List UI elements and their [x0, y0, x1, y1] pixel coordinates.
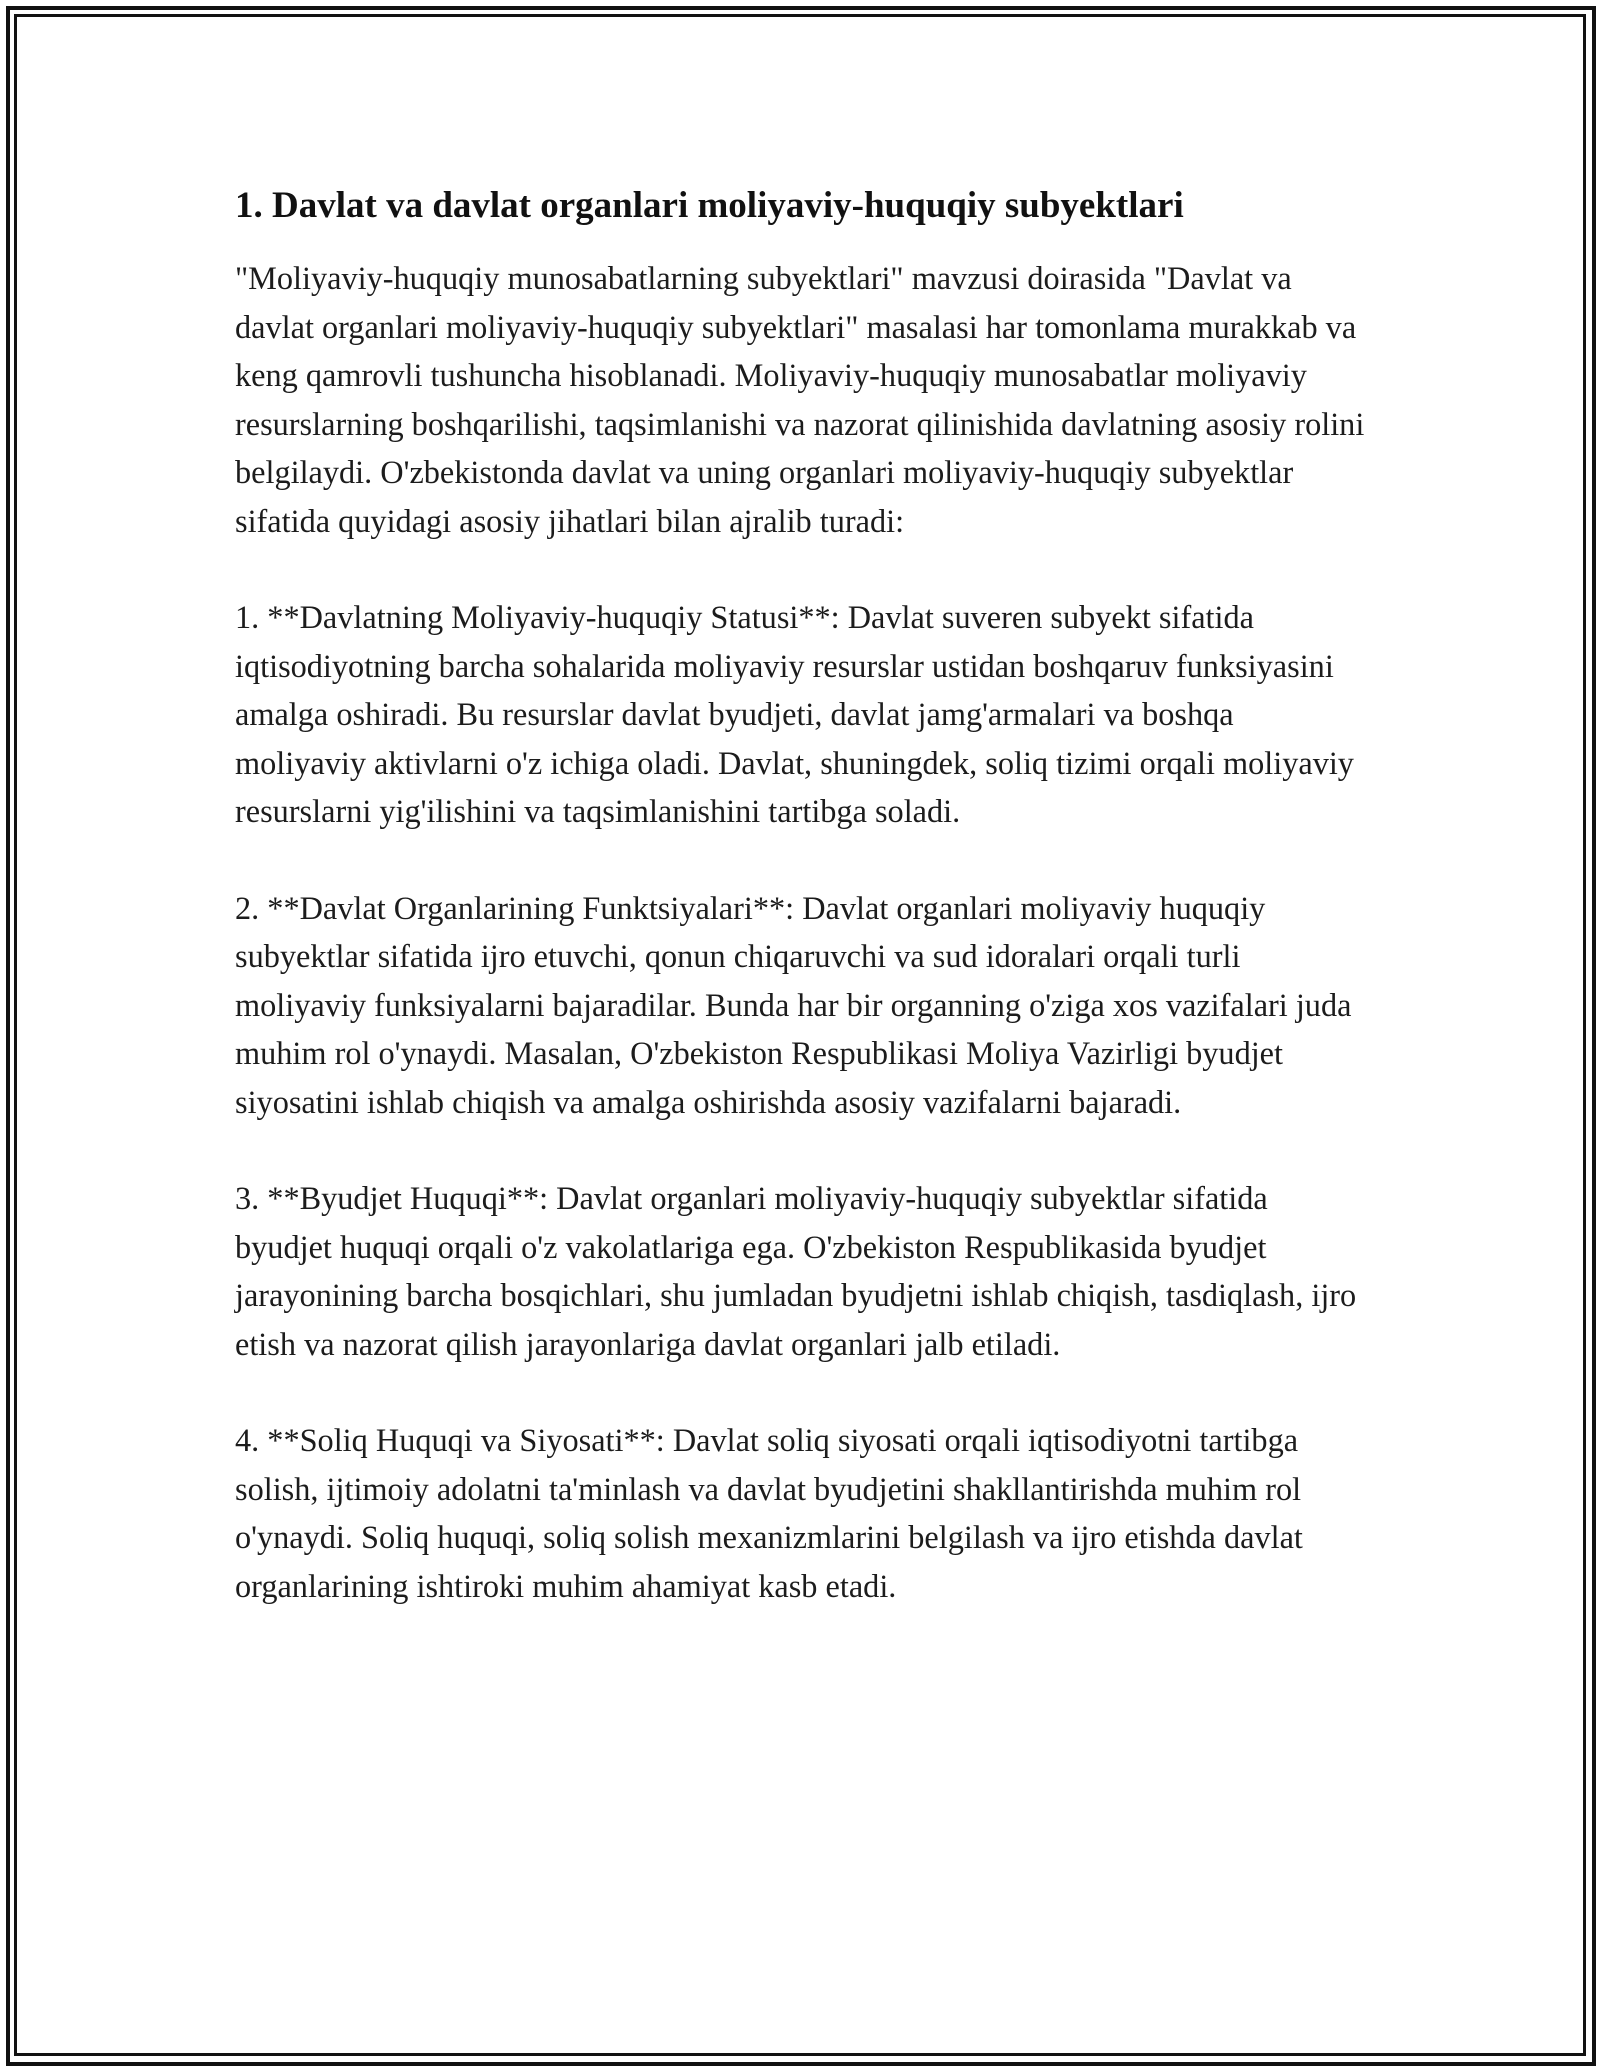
- paragraph-item-1: 1. **Davlatning Moliyaviy-huquqiy Statusi**: Davlat suveren subyekt sifatida iqtisodiyotning barcha sohalarida moliyaviy resurslar ustidan boshqaruv funksiyasini amalga oshiradi. Bu resurslar davlat byudjeti, davlat jamg'armalari va boshqa moliyaviy aktivlarni o'z ichiga oladi. Davlat, shuningdek, soliq tizimi orqali moliyaviy resurslarni yig'ilishini va taqsimlanishini tartibga soladi.: [235, 599, 1354, 829]
- paragraph-item-2: 2. **Davlat Organlarining Funktsiyalari**: Davlat organlari moliyaviy huquqiy subyektlar sifatida ijro etuvchi, qonun chiqaruvchi va sud idoralari orqali turli moliyaviy funksiyalarni bajaradilar. Bunda har bir organning o'ziga xos vazifalari juda muhim rol o'ynaydi. Masalan, O'zbekiston Respublikasi Moliya Vazirligi byudjet siyosatini ishlab chiqish va amalga oshirishda asosiy vazifalarni bajaradi.: [235, 889, 1352, 1120]
- paragraph-item-4: 4. **Soliq Huquqi va Siyosati**: Davlat soliq siyosati orqali iqtisodiyotni tartibga solish, ijtimoiy adolatni ta'minlash va davlat byudjetini shakllantirishda muhim rol o'ynaydi. Soliq huquqi, soliq solish mexanizmlarini belgilash va ijro etishda davlat organlarining ishtiroki muhim ahamiyat kasb etadi.: [235, 1422, 1303, 1604]
- page-title: 1. Davlat va davlat organlari moliyaviy-huquqiy subyektlari: [235, 185, 1184, 226]
- intro-paragraph: "Moliyaviy-huquqiy munosabatlarning subyektlari" mavzusi doirasida "Davlat va davlat organlari moliyaviy-huquqiy subyektlari" masalasi har tomonlama murakkab va keng qamrovli tushuncha hisoblanadi. Moliyaviy-huquqiy munosabatlar moliyaviy resurslarning boshqarilishi, taqsimlanishi va nazorat qilinishida davlatning asosiy rolini belgilaydi. O'zbekistonda davlat va uning organlari moliyaviy-huquqiy subyektlar sifatida quyidagi asosiy jihatlari bilan ajralib turadi:: [235, 260, 1365, 539]
- paragraph-item-3: 3. **Byudjet Huquqi**: Davlat organlari moliyaviy-huquqiy subyektlar sifatida byudjet huquqi orqali o'z vakolatlariga ega. O'zbekiston Respublikasida byudjet jarayonining barcha bosqichlari, shu jumladan byudjetni ishlab chiqish, tasdiqlash, ijro etish va nazorat qilish jarayonlariga davlat organlari jalb etiladi.: [235, 1180, 1357, 1362]
- document-body: [235, 178, 1365, 1610]
